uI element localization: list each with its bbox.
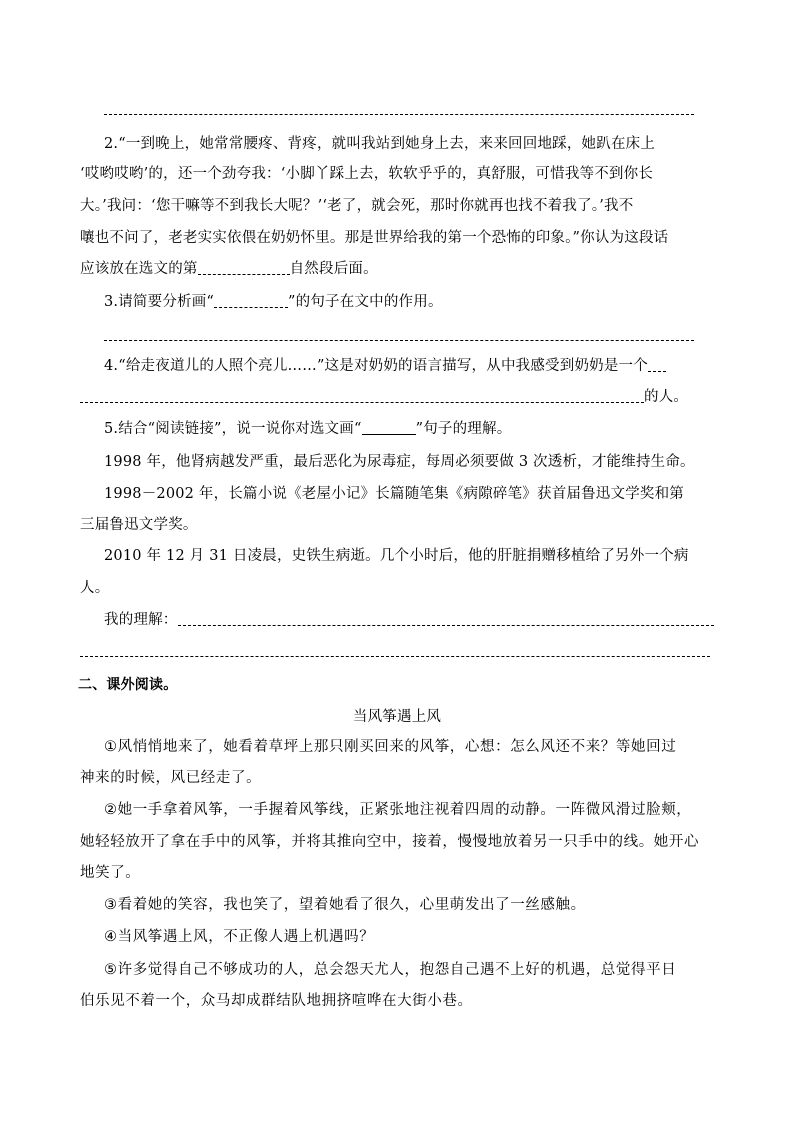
q3-answer-line[interactable] bbox=[104, 340, 694, 341]
story-p4: ④当风筝遇上风，不正像人遇上机遇吗？ bbox=[104, 929, 375, 945]
link-3b: 人。 bbox=[80, 580, 110, 596]
q2-line-3: 大。’我问：‘您干嘛等不到我长大呢？’‘老了，就会死，那时你就再也找不着我了。’我不 bbox=[80, 198, 634, 214]
q4-blank[interactable] bbox=[80, 402, 644, 403]
story-p2-line-2: 她轻轻放开了拿在手中的风筝，并将其推向空中，接着，慢慢地放着另一只手中的线。她开心 bbox=[80, 834, 700, 850]
q5-quote-blank bbox=[362, 434, 416, 435]
q4-line-2 bbox=[80, 387, 688, 407]
q1-answer-line[interactable] bbox=[104, 114, 694, 115]
q4-line-1 bbox=[104, 356, 666, 376]
story-p1-line-1: ①风悄悄地来了，她看着草坪上那只刚买回来的风筝，心想：怎么风还不来？等她回过 bbox=[104, 739, 677, 755]
q4-line-2-after: 的人。 bbox=[644, 389, 689, 405]
q3-line bbox=[104, 292, 443, 312]
q4-line-1-text: 4.“给走夜道儿的人照个亮儿……”这是对奶奶的语言描写，从中我感受到奶奶是一个 bbox=[104, 358, 648, 374]
q3-before: 3.请简要分析画“ bbox=[104, 294, 215, 310]
q5-answer-line-1[interactable] bbox=[178, 625, 714, 626]
q3-after: ”的句子在文中的作用。 bbox=[288, 294, 443, 310]
q2-line-2: ‘哎哟哎哟’的，还一个劲夸我：‘小脚丫踩上去，软软乎乎的，真舒服，可惜我等不到你长 bbox=[80, 166, 654, 182]
story-p2-line-3: 地笑了。 bbox=[80, 865, 141, 881]
q5-answer-row bbox=[104, 610, 714, 630]
section-2-heading: 二、课外阅读。 bbox=[78, 677, 178, 693]
story-title: 当风筝遇上风 bbox=[352, 709, 442, 725]
q5-after: ”句子的理解。 bbox=[415, 421, 512, 437]
story-p2-line-1: ②她一手拿着风筝，一手握着风筝线，正紧张地注视着四周的动静。一阵微风滑过脸颊， bbox=[104, 802, 692, 818]
link-2b: 三届鲁迅文学奖。 bbox=[80, 517, 198, 533]
story-p5-line-2: 伯乐见不着一个，众马却成群结队地拥挤喧哗在大街小巷。 bbox=[80, 993, 473, 1009]
link-2a: 1998－2002 年，长篇小说《老屋小记》长篇随笔集《病隙碎笔》获首届鲁迅文学奖和第 bbox=[104, 486, 685, 502]
story-p3: ③看着她的笑容，我也笑了，望着她看了很久，心里萌发出了一丝感触。 bbox=[104, 897, 586, 913]
q2-line-5-before: 应该放在选文的第 bbox=[80, 261, 198, 277]
link-3a: 2010 年 12 月 31 日凌晨，史铁生病逝。几个小时后，他的肝脏捐赠移植给了另外一个病 bbox=[104, 548, 689, 564]
q2-line-5 bbox=[80, 259, 378, 279]
story-p5-line-1: ⑤许多觉得自己不够成功的人，总会怨天尤人，抱怨自己遇不上好的机遇，总觉得平日 bbox=[104, 962, 677, 978]
q5-answer-label: 我的理解： bbox=[104, 612, 178, 628]
q2-line-5-after: 自然段后面。 bbox=[289, 261, 378, 277]
link-1: 1998 年，他肾病越发严重，最后恶化为尿毒症，每周必须要做 3 次透析，才能维持生命。 bbox=[104, 454, 695, 470]
story-p1-line-2: 神来的时候，风已经走了。 bbox=[80, 770, 262, 786]
q2-line-1: 2.“一到晚上，她常常腰疼、背疼，就叫我站到她身上去，来来回回地踩，她趴在床上 bbox=[104, 136, 656, 152]
q3-quote-blank bbox=[214, 307, 288, 308]
q2-paragraph-blank[interactable] bbox=[198, 274, 290, 275]
q5-before: 5.结合“阅读链接”，说一说你对选文画“ bbox=[104, 421, 362, 437]
q2-line-4: 嚷也不问了，老老实实依偎在奶奶怀里。那是世界给我的第一个恐怖的印象。”你认为这段话 bbox=[80, 230, 669, 246]
q4-blank-start[interactable] bbox=[648, 371, 666, 372]
q5-answer-line-2[interactable] bbox=[80, 656, 710, 657]
q5-line-1 bbox=[104, 419, 511, 439]
